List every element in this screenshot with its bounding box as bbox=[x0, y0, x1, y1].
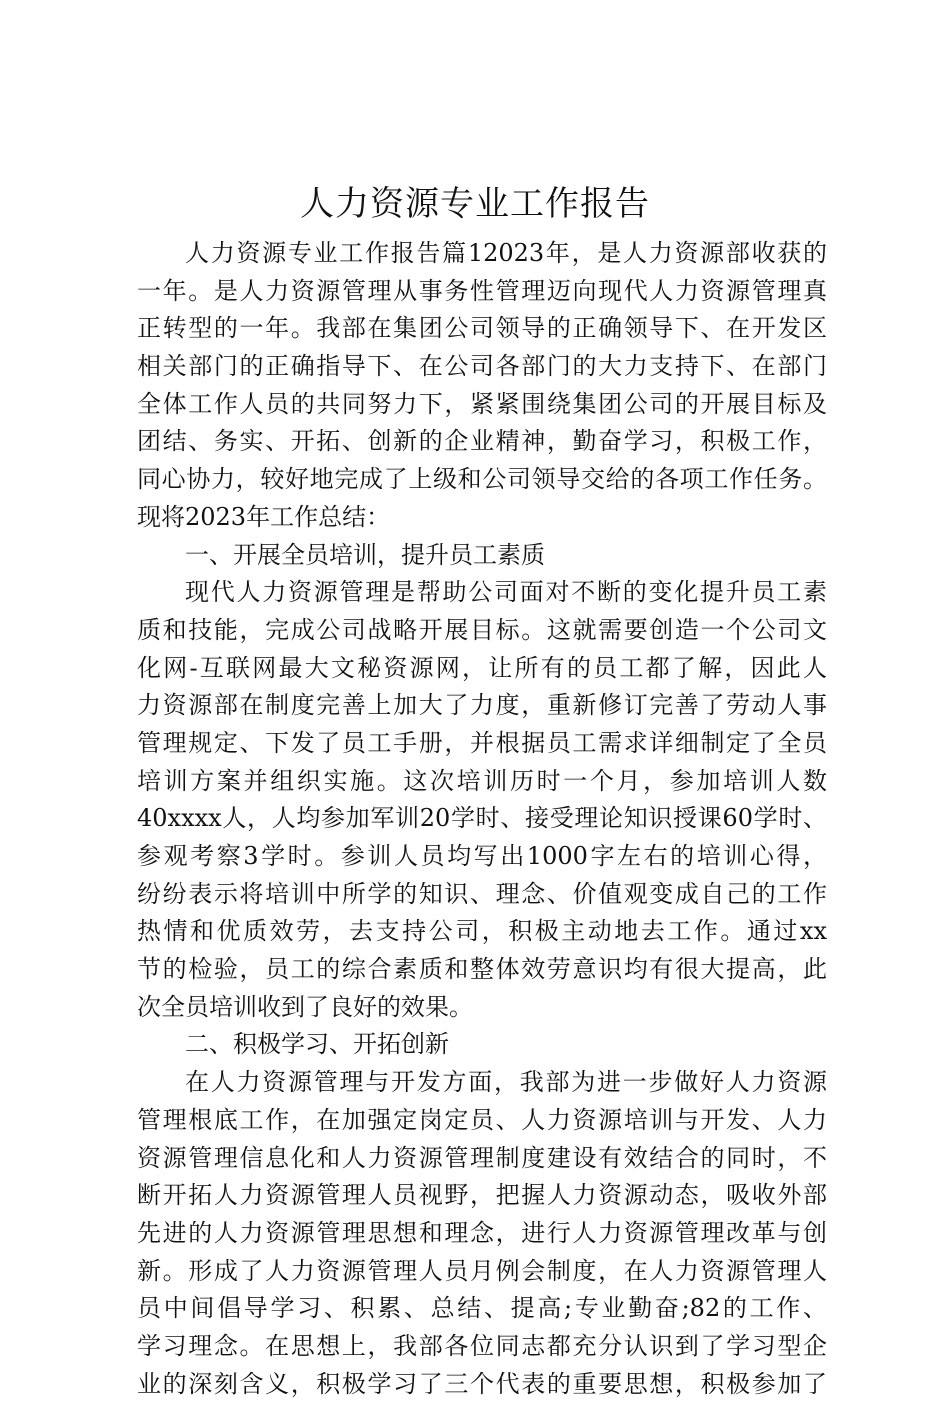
body-line: 业的深刻含义，积极学习了三个代表的重要思想，积极参加了 bbox=[137, 1369, 827, 1398]
body-line: 二、积极学习、开拓创新 bbox=[185, 1030, 449, 1059]
document-body bbox=[137, 235, 827, 1403]
body-line: 断开拓人力资源管理人员视野，把握人力资源动态，吸收外部 bbox=[137, 1181, 827, 1210]
body-line: 力资源部在制度完善上加大了力度，重新修订完善了劳动人事 bbox=[137, 691, 827, 720]
body-line: 次全员培训收到了良好的效果。 bbox=[137, 992, 473, 1021]
body-line: 人力资源专业工作报告篇12023年，是人力资源部收获的 bbox=[185, 239, 827, 267]
body-line: 质和技能，完成公司战略开展目标。这就需要创造一个公司文 bbox=[137, 615, 827, 644]
body-line: 新。形成了人力资源管理人员月例会制度，在人力资源管理人 bbox=[137, 1256, 827, 1285]
body-line: 热情和优质效劳，去支持公司，积极主动地去工作。通过xx bbox=[137, 917, 827, 946]
body-line: 培训方案并组织实施。这次培训历时一个月，参加培训人数 bbox=[137, 766, 827, 795]
body-line: 员中间倡导学习、积累、总结、提高;专业勤奋;82的工作、 bbox=[137, 1294, 827, 1323]
body-line: 现将2023年工作总结： bbox=[137, 502, 391, 531]
body-line: 全体工作人员的共同努力下，紧紧围绕集团公司的开展目标及 bbox=[137, 389, 827, 418]
body-line: 相关部门的正确指导下、在公司各部门的大力支持下、在部门 bbox=[137, 352, 827, 381]
body-line: 40xxxx人，人均参加军训20学时、接受理论知识授课60学时、 bbox=[137, 804, 827, 833]
body-line: 现代人力资源管理是帮助公司面对不断的变化提升员工素 bbox=[185, 578, 827, 607]
body-line: 正转型的一年。我部在集团公司领导的正确领导下、在开发区 bbox=[137, 314, 827, 343]
body-line: 化网-互联网最大文秘资源网，让所有的员工都了解，因此人 bbox=[137, 653, 827, 682]
body-line: 资源管理信息化和人力资源管理制度建设有效结合的同时，不 bbox=[137, 1143, 827, 1172]
body-line: 同心协力，较好地完成了上级和公司领导交给的各项工作任务。 bbox=[137, 465, 827, 494]
body-line: 一年。是人力资源管理从事务性管理迈向现代人力资源管理真 bbox=[137, 276, 827, 305]
body-line: 节的检验，员工的综合素质和整体效劳意识均有很大提高，此 bbox=[137, 955, 827, 984]
body-line: 先进的人力资源管理思想和理念，进行人力资源管理改革与创 bbox=[137, 1218, 827, 1247]
document-title: 人力资源专业工作报告 bbox=[300, 184, 650, 224]
body-line: 在人力资源管理与开发方面，我部为进一步做好人力资源 bbox=[185, 1068, 827, 1097]
body-line: 参观考察3学时。参训人员均写出1000字左右的培训心得， bbox=[137, 842, 827, 870]
body-line: 纷纷表示将培训中所学的知识、理念、价值观变成自己的工作 bbox=[137, 879, 827, 908]
body-line: 管理规定、下发了员工手册，并根据员工需求详细制定了全员 bbox=[137, 728, 827, 757]
body-line: 学习理念。在思想上，我部各位同志都充分认识到了学习型企 bbox=[137, 1331, 827, 1360]
body-line: 一、开展全员培训，提升员工素质 bbox=[185, 540, 545, 569]
body-line: 团结、务实、开拓、创新的企业精神，勤奋学习，积极工作， bbox=[137, 427, 827, 456]
body-line: 管理根底工作，在加强定岗定员、人力资源培训与开发、人力 bbox=[137, 1105, 827, 1134]
